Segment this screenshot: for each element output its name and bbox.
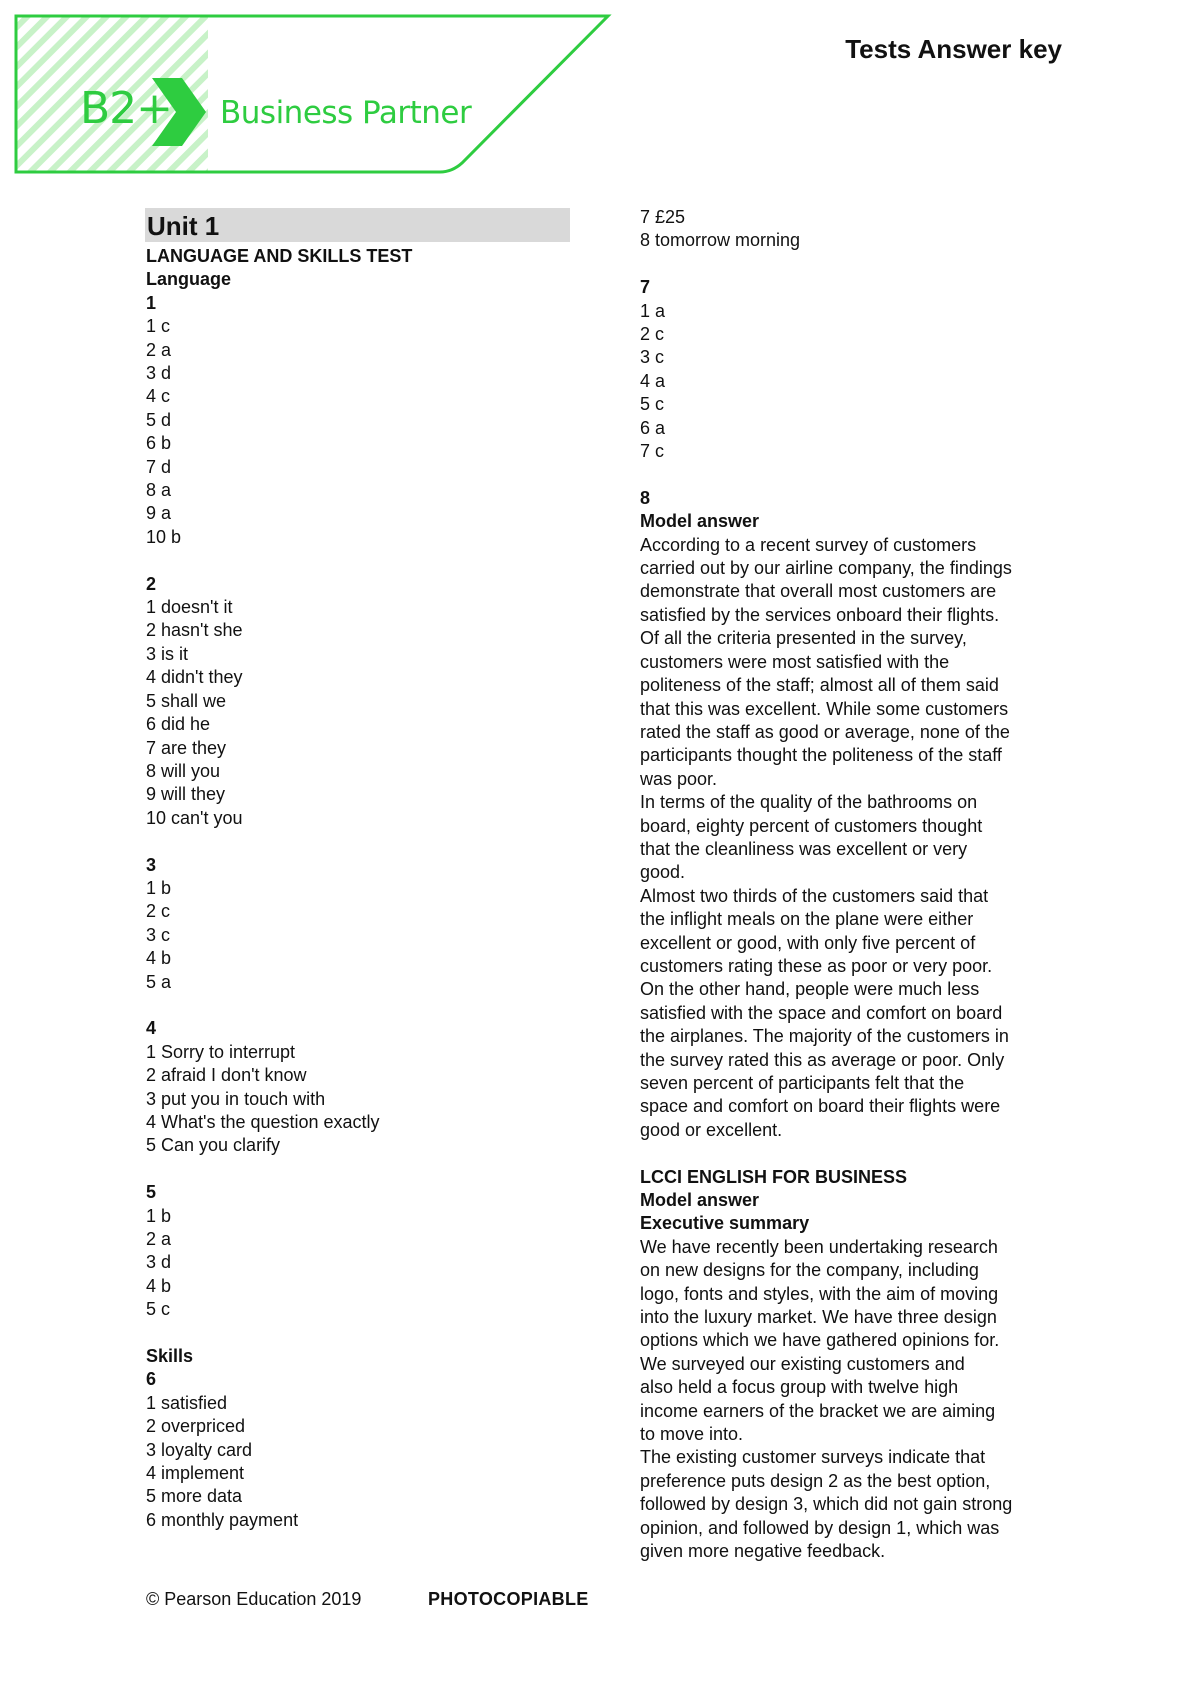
list-item: 4 b [146, 1275, 172, 1296]
list-item: excellent or good, with only five percent of [640, 932, 976, 953]
model-answer-text [640, 534, 1070, 1143]
list-item: opinion, and followed by design 1, which was [640, 1517, 1000, 1538]
answer-list [146, 1205, 570, 1322]
list-item: 6 a [640, 417, 666, 438]
list-item: options which we have gathered opinions for. [640, 1330, 1000, 1351]
list-item: 8 a [146, 480, 172, 501]
model-answer-heading: Model answer [640, 511, 760, 532]
list-item: 8 tomorrow morning [640, 230, 801, 251]
list-item: 3 c [146, 924, 171, 945]
list-item: satisfied by the services onboard their flights. [640, 604, 1000, 625]
list-item: 4 didn't they [146, 667, 243, 688]
list-item: 7 d [146, 456, 172, 477]
list-item: 7 £25 [640, 207, 686, 227]
exercise-number: 5 [146, 1182, 157, 1203]
list-item: In terms of the quality of the bathrooms on [640, 792, 978, 813]
list-item: 5 more data [146, 1486, 243, 1507]
document-title: Tests Answer key [845, 34, 1062, 64]
exercise-number: 8 [640, 487, 651, 508]
list-item: 8 will you [146, 760, 221, 781]
list-item: The existing customer surveys indicate that [640, 1447, 986, 1468]
list-item: 2 a [146, 339, 172, 360]
list-item: the airplanes. The majority of the customers in [640, 1026, 1009, 1047]
test-title: LANGUAGE AND SKILLS TEST [146, 246, 413, 266]
list-item: 1 doesn't it [146, 597, 233, 618]
list-item: Of all the criteria presented in the survey, [640, 628, 967, 649]
list-item: 5 Can you clarify [146, 1135, 281, 1156]
list-item: 6 monthly payment [146, 1509, 299, 1530]
list-item: 7 are they [146, 737, 227, 758]
model-answer-heading: Model answer [640, 1190, 760, 1211]
lcci-title: LCCI ENGLISH FOR BUSINESS [640, 1166, 908, 1187]
list-item: 3 c [640, 347, 665, 368]
list-item: 5 a [146, 971, 172, 992]
list-item: also held a focus group with twelve high [640, 1377, 959, 1398]
list-item: Almost two thirds of the customers said that [640, 885, 989, 906]
list-item: politeness of the staff; almost all of them said [640, 675, 999, 696]
exercise-5 [146, 1181, 570, 1321]
list-item: the inflight meals on the plane were either [640, 909, 974, 930]
answer-list [146, 596, 570, 830]
list-item: 4 What's the question exactly [146, 1111, 380, 1132]
list-item: participants thought the politeness of the staff [640, 745, 1002, 766]
list-item: 3 d [146, 1252, 172, 1273]
list-item: 3 put you in touch with [146, 1088, 326, 1109]
list-item: space and comfort on board their flights were [640, 1096, 1001, 1117]
list-item: 5 d [146, 409, 172, 430]
list-item: 4 b [146, 948, 172, 969]
list-item: 1 c [146, 316, 171, 337]
exercise-6 [146, 1368, 570, 1532]
list-item: 2 a [146, 1229, 172, 1249]
list-item: 3 loyalty card [146, 1439, 253, 1460]
logo-name: Business Partner [220, 95, 472, 131]
list-item: demonstrate that overall most customers are [640, 581, 997, 602]
list-item: 3 d [146, 363, 172, 384]
list-item: that this was excellent. While some customers [640, 698, 1009, 719]
right-column [640, 206, 1070, 1564]
list-item: that the cleanliness was excellent or very [640, 838, 968, 859]
list-item: followed by design 3, which did not gain strong [640, 1494, 1013, 1515]
list-item: seven percent of participants felt that the [640, 1073, 965, 1093]
exercise-number: 6 [146, 1369, 157, 1390]
answer-list [146, 877, 570, 994]
list-item: 9 will they [146, 784, 226, 805]
answer-list [146, 315, 570, 549]
list-item: was poor. [640, 768, 718, 789]
list-item: board, eighty percent of customers thought [640, 815, 983, 836]
list-item: 1 b [146, 877, 172, 898]
list-item: rated the staff as good or average, none of the [640, 721, 1010, 742]
list-item: 4 c [146, 386, 171, 407]
unit-heading: Unit 1 [145, 208, 570, 242]
exercise-1 [146, 292, 570, 549]
list-item: 4 implement [146, 1463, 245, 1484]
list-item: According to a recent survey of customers [640, 534, 977, 555]
page-footer [146, 1589, 589, 1610]
list-item: customers rating these as poor or very poor. [640, 955, 993, 976]
list-item: to move into. [640, 1424, 744, 1445]
list-item: 1 b [146, 1205, 172, 1226]
exercise-3 [146, 854, 570, 994]
brand-logo [0, 0, 640, 190]
exercise-number: 7 [640, 277, 651, 298]
exercise-4 [146, 1017, 570, 1157]
executive-summary-text [640, 1236, 1070, 1564]
list-item: 1 a [640, 300, 666, 321]
list-item: On the other hand, people were much less [640, 979, 980, 1000]
list-item: 2 overpriced [146, 1416, 246, 1437]
list-item: preference puts design 2 as the best option, [640, 1470, 991, 1491]
section-heading-skills: Skills [146, 1346, 194, 1367]
answer-list [146, 1392, 570, 1532]
list-item: 5 shall we [146, 690, 227, 711]
executive-summary-heading: Executive summary [640, 1213, 810, 1234]
exercise-number: 2 [146, 573, 157, 594]
list-item: 4 a [640, 370, 666, 391]
list-item: good. [640, 862, 686, 883]
list-item: 2 c [146, 901, 171, 922]
list-item: the survey rated this as average or poor. Only [640, 1049, 1005, 1070]
list-item: 1 Sorry to interrupt [146, 1041, 296, 1062]
list-item: 3 is it [146, 643, 189, 664]
list-item: carried out by our airline company, the findings [640, 558, 1012, 579]
list-item: good or excellent. [640, 1119, 783, 1140]
exercise-number: 3 [146, 854, 157, 875]
list-item: 2 hasn't she [146, 620, 243, 641]
list-item: on new designs for the company, including [640, 1260, 979, 1281]
lcci-section [640, 1166, 1070, 1564]
exercise-8 [640, 487, 1070, 1142]
list-item: 2 c [640, 324, 665, 345]
list-item: 5 c [640, 394, 665, 415]
list-item: into the luxury market. We have three design [640, 1307, 997, 1328]
list-item: customers were most satisfied with the [640, 651, 950, 672]
section-heading-language: Language [146, 269, 232, 290]
list-item: 10 can't you [146, 807, 243, 828]
list-item: 7 c [640, 441, 665, 462]
list-item: We surveyed our existing customers and [640, 1353, 965, 1374]
exercise-number: 1 [146, 292, 157, 313]
exercise-6-continued [640, 206, 1070, 253]
exercise-number: 4 [146, 1018, 157, 1039]
list-item: 6 did he [146, 714, 211, 735]
list-item: logo, fonts and styles, with the aim of moving [640, 1283, 999, 1304]
answer-list [146, 1041, 570, 1158]
list-item: 6 b [146, 433, 172, 454]
list-item: 9 a [146, 503, 172, 524]
left-column [146, 208, 570, 1532]
exercise-7 [640, 276, 1070, 463]
answer-list [640, 300, 1070, 464]
list-item: satisfied with the space and comfort on board [640, 1002, 1003, 1023]
photocopiable-label: PHOTOCOPIABLE [428, 1589, 589, 1609]
list-item: We have recently been undertaking research [640, 1236, 998, 1257]
list-item: 10 b [146, 526, 182, 547]
exercise-2 [146, 573, 570, 830]
list-item: 2 afraid I don't know [146, 1065, 307, 1086]
list-item: 1 satisfied [146, 1392, 228, 1413]
copyright-notice: © Pearson Education 2019 [146, 1589, 362, 1609]
list-item: income earners of the bracket we are aiming [640, 1400, 996, 1421]
list-item: 5 c [146, 1299, 171, 1320]
logo-level: B2+ [80, 83, 173, 134]
list-item: given more negative feedback. [640, 1541, 886, 1562]
